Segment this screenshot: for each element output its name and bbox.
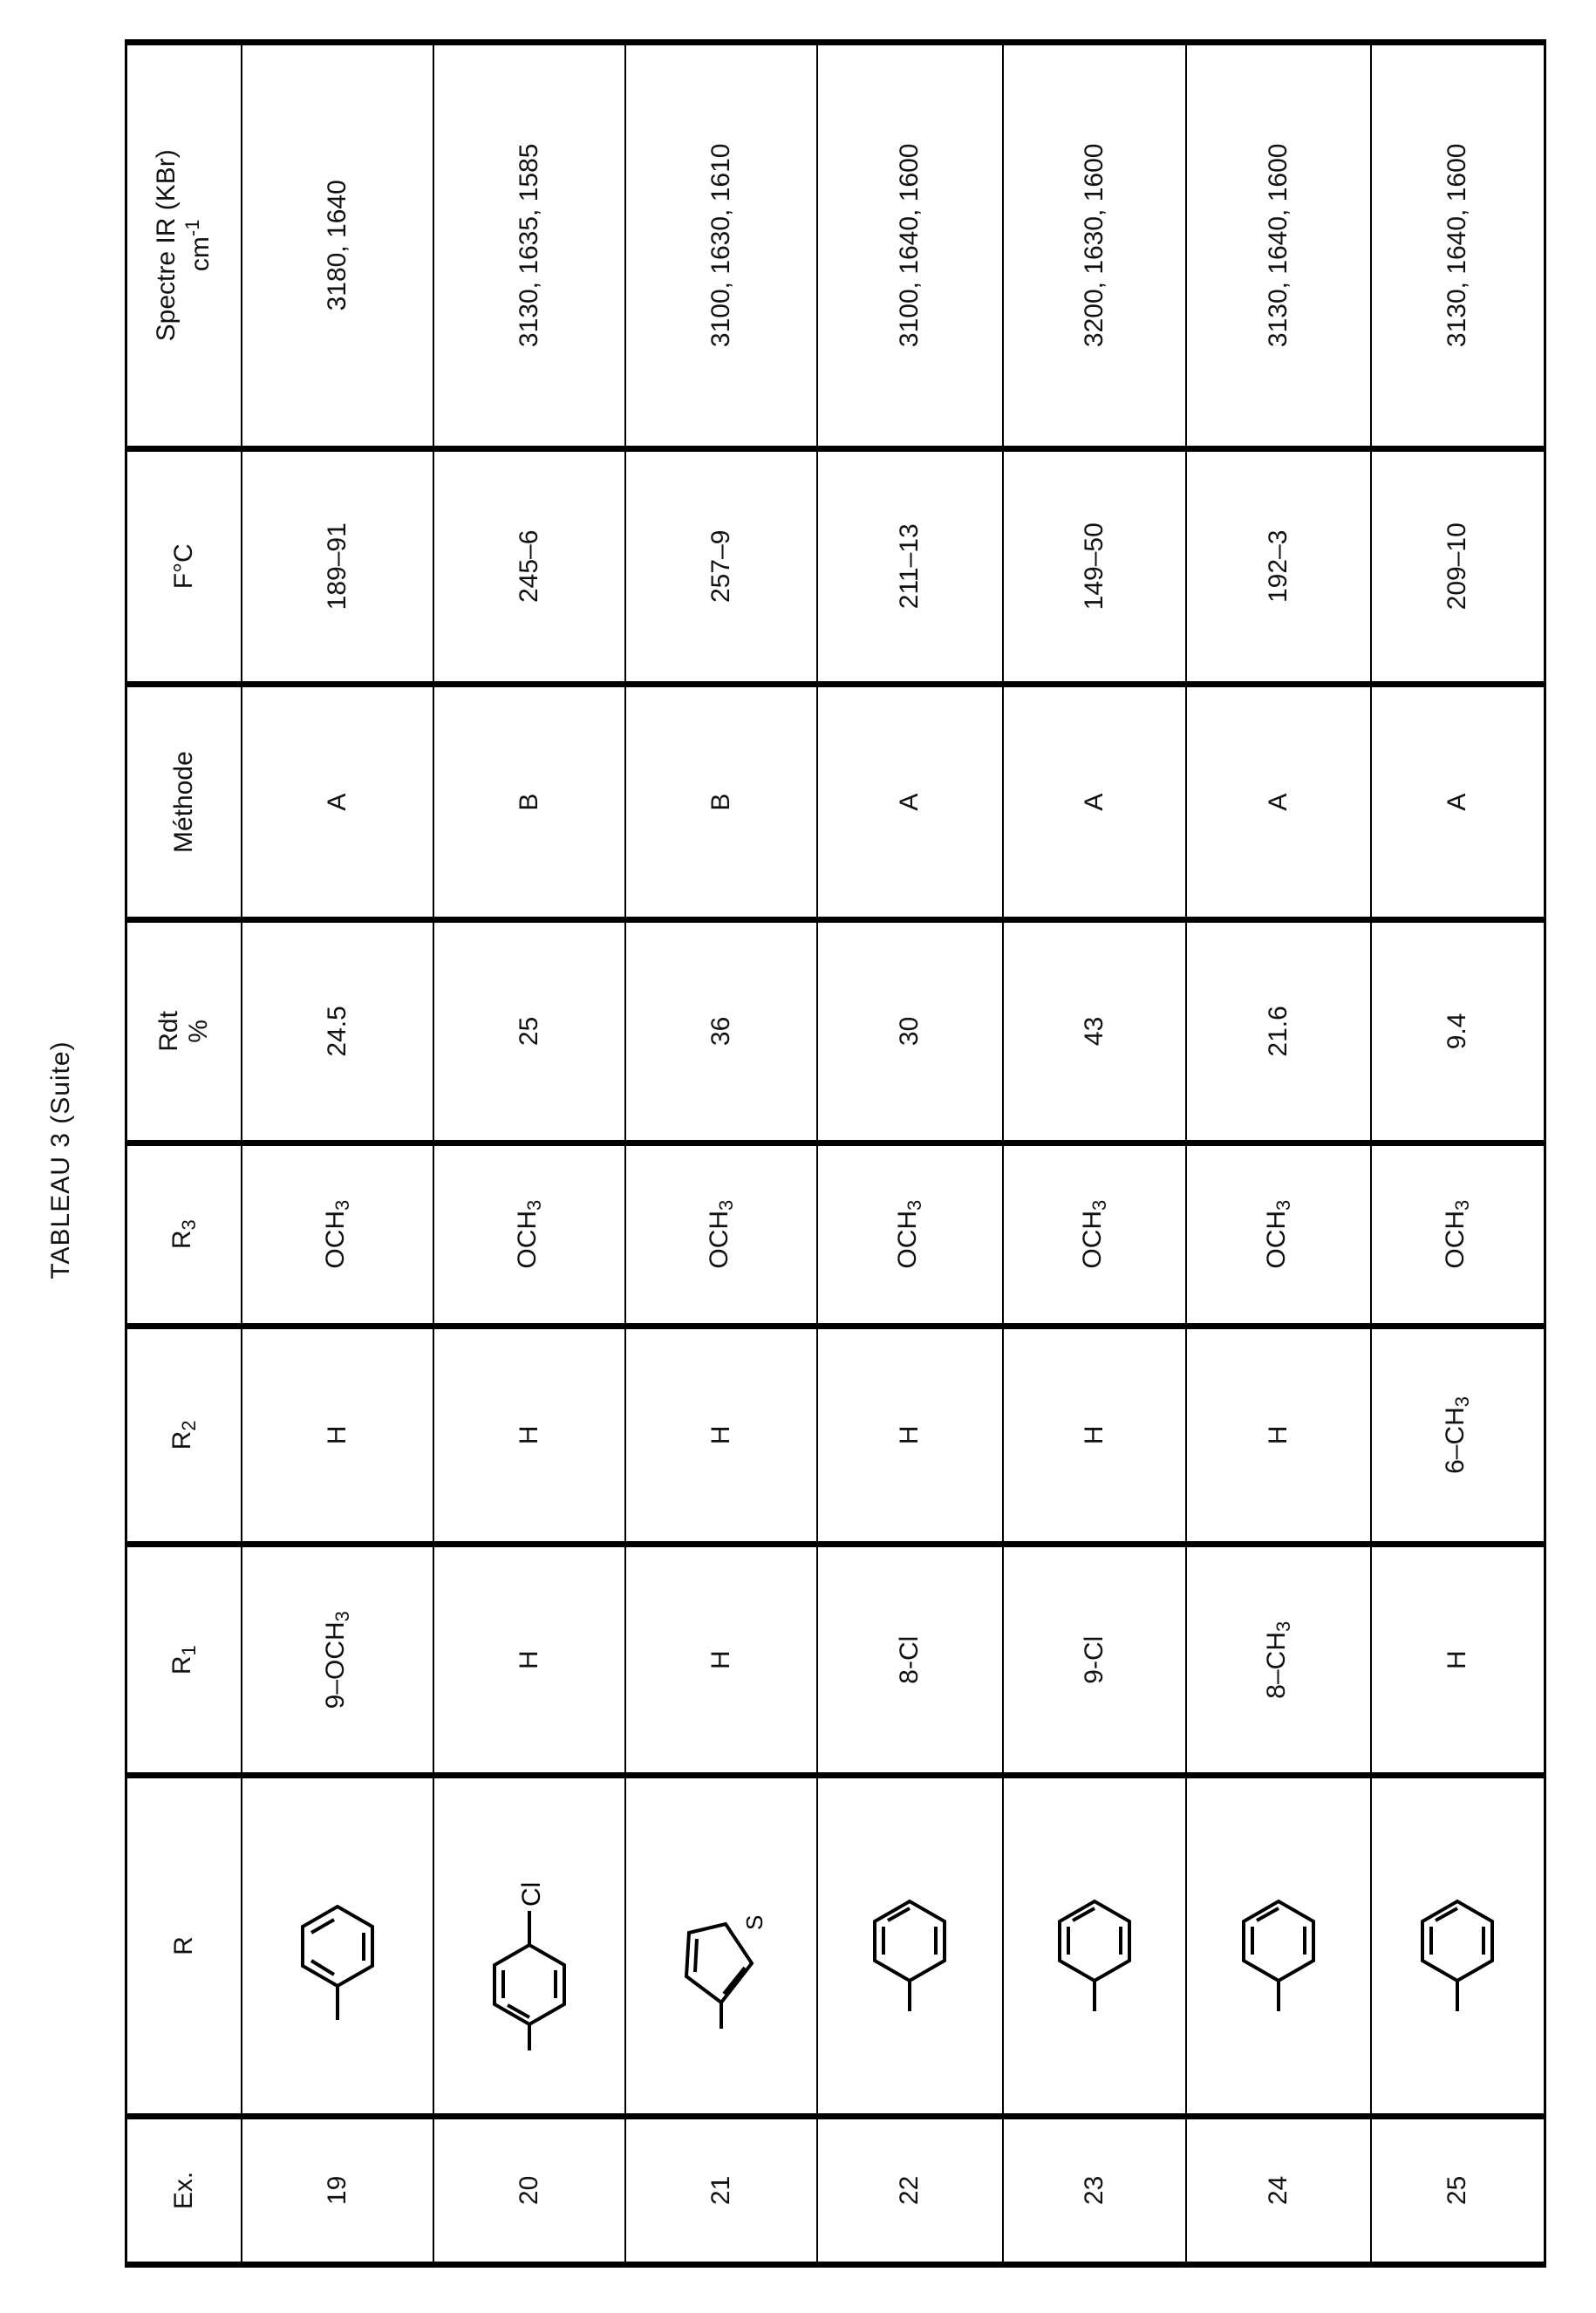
compound-table-container: [125, 39, 1544, 2268]
cell-r1: $8-CH_3$: [1186, 1545, 1371, 1776]
cell-methode: B: [433, 684, 625, 919]
cell-rdt: 25: [433, 920, 625, 1143]
thienyl-structure-icon: [665, 1850, 778, 2042]
cell-rdt: 43: [1003, 920, 1186, 1143]
cell-r3: $OCH_3$: [242, 1143, 433, 1326]
cell-f: 209–10: [1371, 448, 1545, 684]
cell-f: 192–3: [1186, 448, 1371, 684]
header-row: [126, 43, 242, 2265]
cell-r: [1186, 1776, 1371, 2116]
cell-rdt: 21.6: [1186, 920, 1371, 1143]
header-r1: $R_1$: [126, 1545, 242, 1776]
cell-ir: 3180, 1640: [242, 43, 433, 449]
svg-text:Cl: Cl: [516, 1881, 546, 1907]
phenyl-structure-icon: [281, 1859, 394, 2033]
cell-rdt: 36: [625, 920, 817, 1143]
compound-table: [125, 39, 1546, 2268]
cell-r2: H: [242, 1326, 433, 1544]
cell-r2: H: [1003, 1326, 1186, 1544]
cell-r: [817, 1776, 1003, 2116]
cell-r: [625, 1776, 817, 2116]
header-rdt: Rdt %: [126, 920, 242, 1143]
cell-r1: 8-Cl: [817, 1545, 1003, 1776]
cell-r3: $OCH_3$: [817, 1143, 1003, 1326]
cell-r2: $6-CH_3$: [1371, 1326, 1545, 1544]
cell-f: 245–6: [433, 448, 625, 684]
cell-ex: 25: [1371, 2116, 1545, 2264]
cell-ir: 3200, 1630, 1600: [1003, 43, 1186, 449]
cell-methode: A: [242, 684, 433, 919]
table-row: [625, 43, 817, 2265]
cell-ex: 23: [1003, 2116, 1186, 2264]
svg-text:S: S: [740, 1914, 767, 1931]
header-ir: Spectre IR (KBr) $cm^{-1}$: [126, 43, 242, 449]
cell-methode: B: [625, 684, 817, 919]
cell-ir: 3130, 1640, 1600: [1371, 43, 1545, 449]
cell-methode: A: [1186, 684, 1371, 919]
cell-r2: H: [433, 1326, 625, 1544]
cell-rdt: 24.5: [242, 920, 433, 1143]
cell-ir: 3130, 1635, 1585: [433, 43, 625, 449]
cell-f: 211–13: [817, 448, 1003, 684]
phenyl-structure-icon: [853, 1859, 966, 2033]
chlorophenyl-structure-icon: [473, 1832, 586, 2059]
cell-methode: A: [1371, 684, 1545, 919]
cell-r3: $OCH_3$: [1186, 1143, 1371, 1326]
cell-r3: $OCH_3$: [1371, 1143, 1545, 1326]
table-row: [1371, 43, 1545, 2265]
table-title: TABLEAU 3 (Suite): [46, 1041, 75, 1279]
cell-f: 189–91: [242, 448, 433, 684]
table-row: [817, 43, 1003, 2265]
cell-ex: 24: [1186, 2116, 1371, 2264]
cell-ir: 3130, 1640, 1600: [1186, 43, 1371, 449]
table-row: [242, 43, 433, 2265]
cell-rdt: 9.4: [1371, 920, 1545, 1143]
cell-r1: H: [625, 1545, 817, 1776]
cell-r2: H: [817, 1326, 1003, 1544]
cell-ex: 21: [625, 2116, 817, 2264]
header-r: R: [126, 1776, 242, 2116]
table-row: [1003, 43, 1186, 2265]
cell-ir: 3100, 1640, 1600: [817, 43, 1003, 449]
cell-ex: 20: [433, 2116, 625, 2264]
header-ex: Ex.: [126, 2116, 242, 2264]
cell-r3: $OCH_3$: [433, 1143, 625, 1326]
cell-r1: H: [433, 1545, 625, 1776]
cell-r3: $OCH_3$: [625, 1143, 817, 1326]
cell-f: 257–9: [625, 448, 817, 684]
cell-r3: $OCH_3$: [1003, 1143, 1186, 1326]
cell-r2: H: [1186, 1326, 1371, 1544]
cell-r: [1003, 1776, 1186, 2116]
cell-rdt: 30: [817, 920, 1003, 1143]
header-methode: Méthode: [126, 684, 242, 919]
header-f: F°C: [126, 448, 242, 684]
cell-ir: 3100, 1630, 1610: [625, 43, 817, 449]
cell-f: 149–50: [1003, 448, 1186, 684]
header-r2: $R_2$: [126, 1326, 242, 1544]
header-r3: $R_3$: [126, 1143, 242, 1326]
cell-r1: H: [1371, 1545, 1545, 1776]
cell-r1: $9-OCH_3$: [242, 1545, 433, 1776]
table-row: [1186, 43, 1371, 2265]
cell-r: [242, 1776, 433, 2116]
cell-r: [433, 1776, 625, 2116]
cell-r2: H: [625, 1326, 817, 1544]
phenyl-structure-icon: [1401, 1859, 1514, 2033]
cell-methode: A: [1003, 684, 1186, 919]
table-row: [433, 43, 625, 2265]
cell-r1: 9-Cl: [1003, 1545, 1186, 1776]
cell-r: [1371, 1776, 1545, 2116]
phenyl-structure-icon: [1222, 1859, 1335, 2033]
cell-ex: 19: [242, 2116, 433, 2264]
phenyl-structure-icon: [1038, 1859, 1151, 2033]
cell-methode: A: [817, 684, 1003, 919]
cell-ex: 22: [817, 2116, 1003, 2264]
